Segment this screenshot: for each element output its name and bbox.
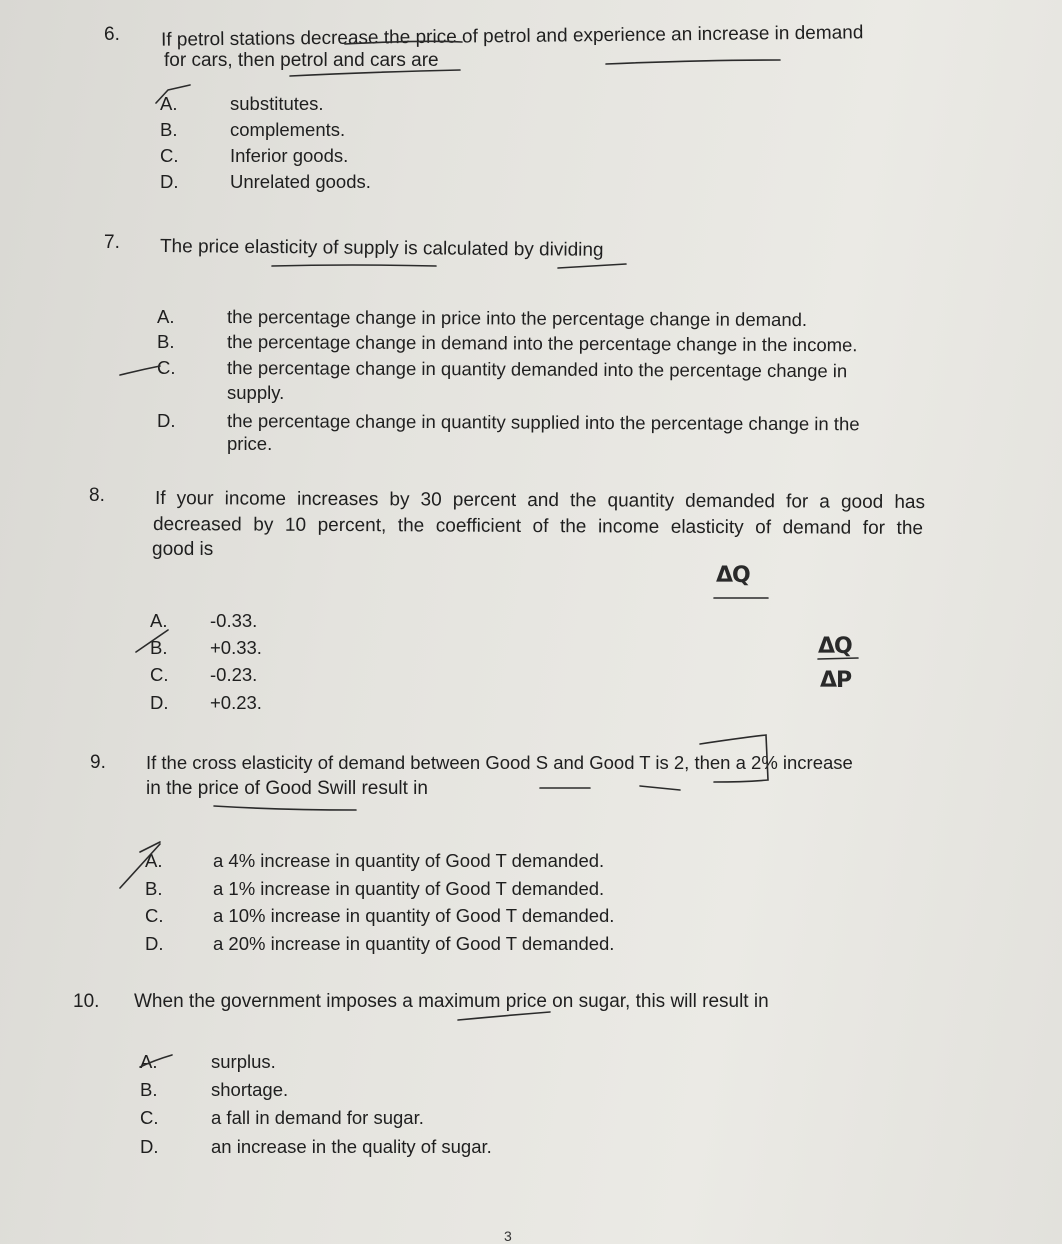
option-text: a 1% increase in quantity of Good T demanded.	[213, 878, 605, 899]
option-letter: B.	[145, 878, 163, 899]
question-number: 10.	[73, 991, 100, 1012]
question-number: 7.	[104, 232, 120, 253]
option-text: an increase in the quality of sugar.	[211, 1136, 492, 1157]
question-number: 9.	[90, 752, 106, 773]
handwritten-note: ΔQ	[818, 634, 852, 659]
question-number: 8.	[89, 485, 105, 506]
question-stem-line-3: good is	[152, 539, 214, 560]
option-text: the percentage change in quantity demanded into the percentage change in	[226, 357, 848, 382]
option-text: -0.33.	[210, 610, 258, 631]
option-letter: A.	[160, 93, 178, 114]
option-text: the percentage change in quantity supplied into the percentage change in the	[226, 410, 860, 435]
handwritten-note: ΔQ	[716, 563, 750, 588]
option-text-continued: price.	[227, 433, 273, 454]
option-letter: B.	[157, 331, 175, 352]
option-text: -0.23.	[210, 664, 258, 685]
option-text: surplus.	[211, 1051, 276, 1072]
option-text: +0.33.	[210, 637, 262, 658]
option-letter: C.	[157, 357, 176, 378]
option-letter: C.	[150, 664, 169, 685]
option-letter: D.	[150, 692, 169, 713]
option-letter: B.	[160, 119, 178, 140]
question-stem-line-1: If petrol stations decrease the price of petrol and experience an increase in demand	[160, 22, 864, 51]
question-stem-line-2: decreased by 10 percent, the coefficient of the income elasticity of demand for the	[152, 514, 924, 540]
question-stem-line-2: in the price of Good Swill result in	[146, 778, 428, 799]
option-text: a 10% increase in quantity of Good T demanded.	[213, 905, 615, 926]
option-letter: C.	[145, 905, 164, 926]
option-text: a 4% increase in quantity of Good T demanded.	[213, 850, 605, 871]
option-letter: D.	[160, 171, 179, 192]
page-number: 3	[504, 1228, 512, 1244]
question-stem-line-1: If the cross elasticity of demand between Good S and Good T is 2, then a 2% increase	[146, 752, 853, 773]
option-text: substitutes.	[230, 93, 324, 114]
handwritten-note: ΔP	[820, 668, 852, 693]
option-text: the percentage change in price into the percentage change in demand.	[226, 306, 808, 331]
option-letter: D.	[145, 933, 164, 954]
option-letter: A.	[140, 1051, 158, 1072]
option-text: Unrelated goods.	[230, 171, 371, 192]
option-letter: A.	[157, 306, 175, 327]
option-letter: B.	[150, 637, 168, 658]
option-text: complements.	[230, 119, 346, 140]
option-text: a fall in demand for sugar.	[211, 1107, 424, 1128]
question-stem-line-1: The price elasticity of supply is calculated by dividing	[159, 236, 604, 261]
option-letter: C.	[140, 1107, 159, 1128]
option-text: the percentage change in demand into the percentage change in the income.	[226, 331, 858, 356]
question-stem-line-1: If your income increases by 30 percent and the quantity demanded for a good has	[154, 488, 926, 514]
option-letter: B.	[140, 1079, 158, 1100]
question-stem-line-1: When the government imposes a maximum price on sugar, this will result in	[134, 991, 769, 1012]
option-letter: A.	[145, 850, 163, 871]
option-text-continued: supply.	[227, 382, 285, 403]
option-text: Inferior goods.	[230, 145, 349, 166]
question-stem-line-2: for cars, then petrol and cars are	[164, 50, 439, 71]
option-letter: A.	[150, 610, 168, 631]
question-number: 6.	[104, 24, 120, 45]
option-text: a 20% increase in quantity of Good T demanded.	[213, 933, 615, 954]
option-letter: C.	[160, 145, 179, 166]
option-letter: D.	[157, 410, 176, 431]
option-text: +0.23.	[210, 692, 262, 713]
option-text: shortage.	[211, 1079, 289, 1100]
option-letter: D.	[140, 1136, 159, 1157]
